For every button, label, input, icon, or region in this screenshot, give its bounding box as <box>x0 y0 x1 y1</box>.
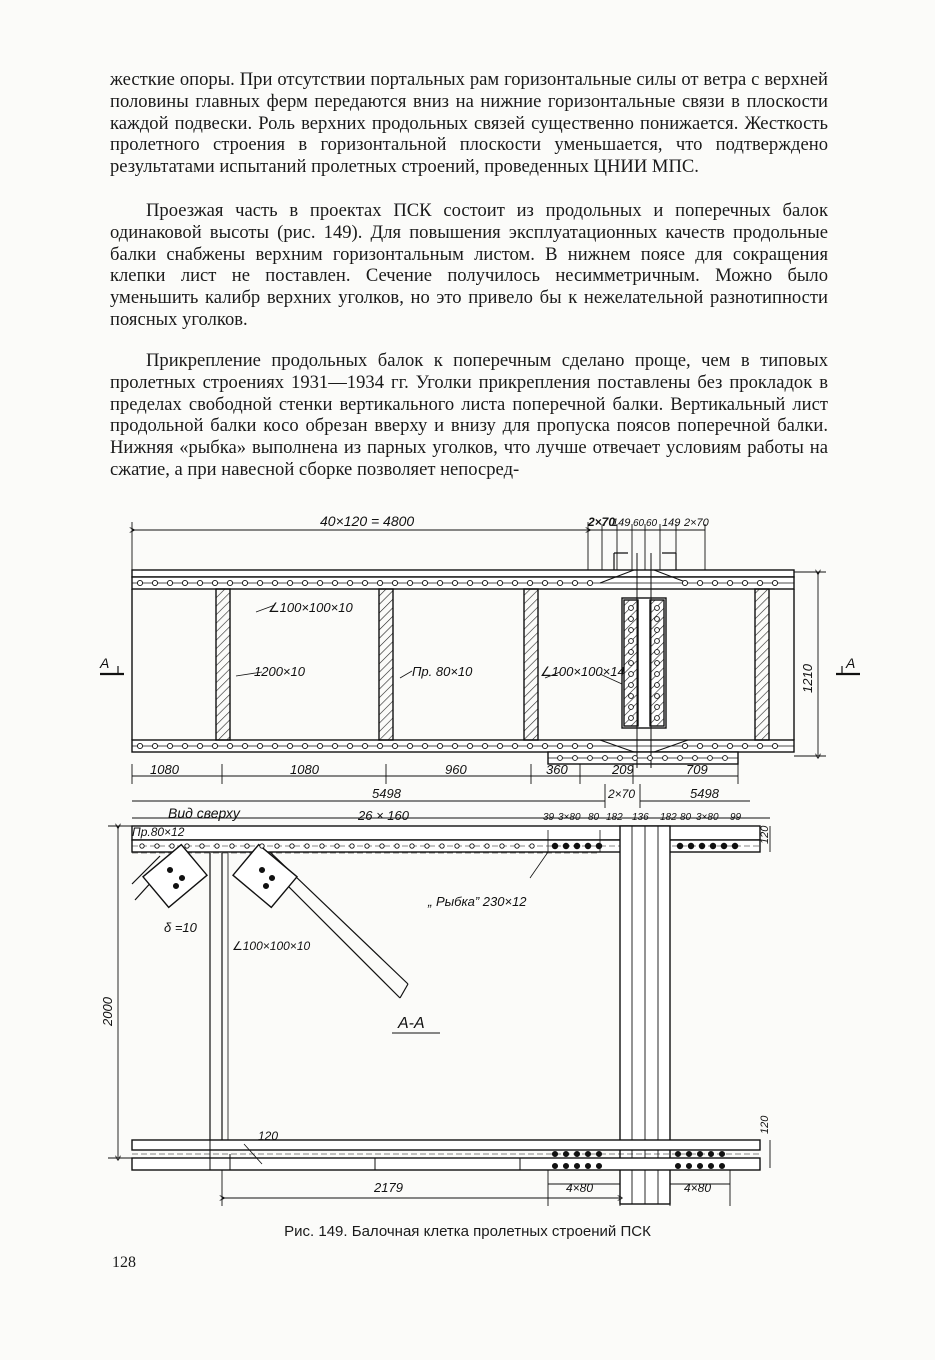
rivet-mark <box>259 867 264 872</box>
rivet-mark <box>719 1163 724 1168</box>
label-section-aa: А-А <box>398 1015 425 1032</box>
rivet-mark <box>563 843 569 849</box>
dim-bottom-1: 1080 <box>150 762 179 777</box>
rivet-mark <box>335 844 339 848</box>
rivet-mark <box>723 756 728 761</box>
paragraph-2: Проезжая часть в проектах ПСК состоит из продольных и поперечных балок одинаковой высоты (рис. 149). Для повышения эксплуатационных качеств продольные балки снабжены верхним горизонтальным листом. В нижнем поясе для сокращения клепки лист не поставлен. Сечение получилось несимметричным. Можно было уменьшить калибр верхних уголков, но это привело бы к нежелательной разнотипности поясных уголков. <box>110 200 828 330</box>
label-height-2000: 2000 <box>100 997 115 1026</box>
rivet-mark <box>395 844 399 848</box>
dim-top-1: 2×70 <box>588 515 616 529</box>
rivet-mark <box>497 580 502 585</box>
rivet-mark <box>350 844 354 848</box>
rivet-mark <box>422 743 427 748</box>
rivet-mark <box>242 580 247 585</box>
rivet-mark <box>655 705 660 710</box>
plan-view <box>108 818 770 1206</box>
label-fish-plate: „ Рыбка” 230×12 <box>428 894 527 909</box>
rivet-mark <box>688 843 694 849</box>
rivet-mark <box>482 743 487 748</box>
rivet-mark <box>482 580 487 585</box>
rivet-mark <box>437 743 442 748</box>
rivet-mark <box>512 743 517 748</box>
rivet-mark <box>470 844 474 848</box>
rivet-mark <box>574 843 580 849</box>
rivet-mark <box>542 743 547 748</box>
rivet-mark <box>242 743 247 748</box>
figure-149-drawing <box>0 508 935 1220</box>
rivet-mark <box>485 844 489 848</box>
rivet-mark <box>272 743 277 748</box>
dim-top-5: 149 <box>662 517 681 529</box>
rivet-mark <box>655 661 660 666</box>
rivet-mark <box>574 1151 579 1156</box>
rivet-mark <box>320 844 324 848</box>
rivet-mark <box>152 743 157 748</box>
dim-total-top: 40×120 = 4800 <box>320 513 415 529</box>
rivet-mark <box>137 580 142 585</box>
rivet-mark <box>675 1163 680 1168</box>
rivet-mark <box>629 639 634 644</box>
chain-dim-8: 3×80 <box>696 812 719 823</box>
rivet-mark <box>302 743 307 748</box>
rivet-mark <box>290 844 294 848</box>
page-number: 128 <box>112 1254 136 1271</box>
label-bolts-left: 4×80 <box>566 1181 594 1195</box>
label-width-bottom: 120 <box>759 1115 771 1134</box>
rivet-mark <box>655 694 660 699</box>
rivet-mark <box>712 580 717 585</box>
label-gap-120: 120 <box>258 1129 279 1143</box>
label-angle-top: ∠100×100×10 <box>268 600 353 615</box>
rivet-mark <box>675 1151 680 1156</box>
chain-dim-7: 80 <box>680 812 692 823</box>
rivet-mark <box>618 756 623 761</box>
rivet-mark <box>710 843 716 849</box>
rivet-mark <box>317 580 322 585</box>
label-rib-plate: Пр. 80×10 <box>412 664 473 679</box>
rivet-mark <box>708 1151 713 1156</box>
rivet-mark <box>587 743 592 748</box>
rivet-mark <box>179 875 184 880</box>
label-width-top: 120 <box>759 825 771 844</box>
chain-dim-1: 39 <box>543 812 555 823</box>
rivet-mark <box>603 756 608 761</box>
rivet-mark <box>452 743 457 748</box>
rivet-mark <box>572 743 577 748</box>
rivet-mark <box>629 617 634 622</box>
rivet-mark <box>182 580 187 585</box>
rivet-mark <box>585 1163 590 1168</box>
rivet-mark <box>572 580 577 585</box>
chain-dim-3: 80 <box>588 812 600 823</box>
rivet-mark <box>170 844 174 848</box>
rivet-mark <box>140 844 144 848</box>
rivet-mark <box>257 743 262 748</box>
rivet-mark <box>452 580 457 585</box>
figure-labels <box>99 513 855 1195</box>
rivet-mark <box>629 628 634 633</box>
label-plate-80x12: Пр.80×12 <box>132 825 185 839</box>
rivet-mark <box>407 580 412 585</box>
rivet-mark <box>558 756 563 761</box>
rivet-mark <box>629 661 634 666</box>
rivet-mark <box>173 883 178 888</box>
label-web-plate: 1200×10 <box>254 664 305 679</box>
dim-bottom-4: 360 <box>546 762 568 777</box>
rivet-mark <box>697 1151 702 1156</box>
rivet-mark <box>686 1163 691 1168</box>
rivet-mark <box>530 844 534 848</box>
rivet-mark <box>719 1151 724 1156</box>
rivet-mark <box>515 844 519 848</box>
chain-dim-5: 136 <box>632 812 649 823</box>
rivet-mark <box>200 844 204 848</box>
rivet-mark <box>655 639 660 644</box>
dim-bottom-6: 709 <box>686 762 708 777</box>
rivet-mark <box>275 844 279 848</box>
rivet-mark <box>655 672 660 677</box>
dim-bottom-5: 209 <box>612 762 634 777</box>
rivet-mark <box>332 580 337 585</box>
rivet-mark <box>585 843 591 849</box>
section-mark-left: А <box>100 655 110 671</box>
rivet-mark <box>197 743 202 748</box>
rivet-mark <box>629 694 634 699</box>
rivet-mark <box>629 606 634 611</box>
chain-dim-6: 182 <box>660 812 677 823</box>
rivet-mark <box>185 844 189 848</box>
rivet-mark <box>712 743 717 748</box>
rivet-mark <box>648 756 653 761</box>
chain-dim-9: 99 <box>730 812 742 823</box>
rivet-mark <box>410 844 414 848</box>
dim-top-6: 2×70 <box>684 517 709 529</box>
rivet-mark <box>365 844 369 848</box>
rivet-mark <box>542 580 547 585</box>
rivet-mark <box>197 580 202 585</box>
rivet-mark <box>588 756 593 761</box>
dim-right-total: 5498 <box>690 786 719 801</box>
rivet-mark <box>655 716 660 721</box>
rivet-mark <box>212 580 217 585</box>
rivet-mark <box>552 843 558 849</box>
dim-top-4: 60 <box>646 518 658 529</box>
dim-mid: 2×70 <box>608 787 636 801</box>
rivet-mark <box>742 580 747 585</box>
elevation-view <box>100 522 860 808</box>
rivet-mark <box>182 743 187 748</box>
rivet-mark <box>500 844 504 848</box>
rivet-mark <box>655 650 660 655</box>
rivet-mark <box>512 580 517 585</box>
rivet-mark <box>212 743 217 748</box>
rivet-mark <box>772 580 777 585</box>
rivet-mark <box>633 756 638 761</box>
rivet-mark <box>629 672 634 677</box>
rivet-mark <box>227 580 232 585</box>
rivet-mark <box>167 580 172 585</box>
rivet-mark <box>287 580 292 585</box>
rivet-mark <box>697 743 702 748</box>
dim-top-2: 149 <box>612 517 631 529</box>
rivet-mark <box>699 843 705 849</box>
label-diag-angle: ∠100×100×10 <box>232 939 311 953</box>
rivet-mark <box>678 756 683 761</box>
rivet-mark <box>693 756 698 761</box>
rivet-mark <box>629 705 634 710</box>
rivet-mark <box>697 1163 702 1168</box>
rivet-mark <box>757 743 762 748</box>
rivet-mark <box>380 844 384 848</box>
rivet-mark <box>287 743 292 748</box>
rivet-mark <box>155 844 159 848</box>
rivet-mark <box>655 617 660 622</box>
label-bolts-right: 4×80 <box>684 1181 712 1195</box>
rivet-mark <box>347 580 352 585</box>
rivet-mark <box>655 606 660 611</box>
rivet-mark <box>362 580 367 585</box>
rivet-mark <box>260 844 264 848</box>
rivet-mark <box>682 580 687 585</box>
rivet-mark <box>263 883 268 888</box>
rivet-mark <box>527 743 532 748</box>
label-view-top: Вид сверху <box>168 805 240 821</box>
rivet-mark <box>596 1151 601 1156</box>
dim-left-total: 5498 <box>372 786 401 801</box>
rivet-mark <box>167 867 172 872</box>
rivet-mark <box>527 580 532 585</box>
dim-bottom-2: 1080 <box>290 762 319 777</box>
rivet-mark <box>708 1163 713 1168</box>
rivet-mark <box>682 743 687 748</box>
rivet-mark <box>629 683 634 688</box>
rivet-mark <box>574 1163 579 1168</box>
rivet-mark <box>686 1151 691 1156</box>
rivet-mark <box>215 844 219 848</box>
rivet-mark <box>257 580 262 585</box>
paragraph-1: жесткие опоры. При отсутствии портальных рам горизонтальные силы от ветра с верхней половины главных ферм передаются вниз на нижние горизонтальные связи в плоскости каждой подвески. Роль верхних продольных связей существенно понижается. Жесткость пролетного строения в горизонтальной плоскости уменьшается, что подтверждено результатами испытаний пролетных строений, проведенных ЦНИИ МПС. <box>110 69 828 178</box>
rivet-mark <box>167 743 172 748</box>
chain-dim-4: 182 <box>606 812 623 823</box>
rivet-mark <box>467 580 472 585</box>
rivet-mark <box>557 580 562 585</box>
rivet-mark <box>440 844 444 848</box>
figure-caption: Рис. 149. Балочная клетка пролетных строений ПСК <box>284 1223 651 1240</box>
rivet-mark <box>317 743 322 748</box>
label-gusset: δ =10 <box>164 920 197 935</box>
rivet-mark <box>347 743 352 748</box>
rivet-mark <box>392 743 397 748</box>
label-rivets-26: 26 × 160 <box>358 808 409 823</box>
rivet-mark <box>573 756 578 761</box>
rivet-mark <box>362 743 367 748</box>
rivet-mark <box>655 683 660 688</box>
rivet-mark <box>563 1163 568 1168</box>
paragraph-3: Прикрепление продольных балок к поперечным сделано проще, чем в типовых пролетных строениях 1931—1934 гг. Уголки прикрепления поставлены без прокладок в пределах свободной стенки вертикального листа поперечной балки. Вертикальный лист продольной балки косо обрезан вверху и внизу для пропуска поясов поперечной балки. Нижняя «рыбка» выполнена из парных уголков, что лучше отвечает условиям работы на сжатие, а при навесной сборке позволяет непосред- <box>110 350 828 480</box>
rivet-mark <box>757 580 762 585</box>
rivet-mark <box>587 580 592 585</box>
rivet-mark <box>377 580 382 585</box>
rivet-mark <box>392 580 397 585</box>
rivet-mark <box>332 743 337 748</box>
dim-bottom-3: 960 <box>445 762 467 777</box>
rivet-mark <box>629 716 634 721</box>
rivet-mark <box>407 743 412 748</box>
rivet-mark <box>269 875 274 880</box>
section-mark-right: А <box>846 655 856 671</box>
rivet-mark <box>596 1163 601 1168</box>
rivet-mark <box>721 843 727 849</box>
rivet-mark <box>585 1151 590 1156</box>
rivet-mark <box>377 743 382 748</box>
rivet-mark <box>230 844 234 848</box>
rivet-mark <box>677 843 683 849</box>
rivet-mark <box>772 743 777 748</box>
label-angle-conn: ∠100×100×14 <box>540 664 625 679</box>
rivet-mark <box>152 580 157 585</box>
rivet-mark <box>697 580 702 585</box>
dim-top-3: 60 <box>633 518 645 529</box>
rivet-mark <box>552 1163 557 1168</box>
rivet-mark <box>227 743 232 748</box>
rivet-mark <box>245 844 249 848</box>
rivet-mark <box>732 843 738 849</box>
rivet-mark <box>302 580 307 585</box>
rivet-mark <box>708 756 713 761</box>
rivet-mark <box>727 580 732 585</box>
rivet-mark <box>437 580 442 585</box>
rivet-mark <box>497 743 502 748</box>
rivet-mark <box>455 844 459 848</box>
rivet-mark <box>655 628 660 633</box>
rivet-mark <box>467 743 472 748</box>
rivet-mark <box>305 844 309 848</box>
rivet-mark <box>596 843 602 849</box>
rivet-mark <box>552 1151 557 1156</box>
rivet-mark <box>557 743 562 748</box>
rivet-mark <box>727 743 732 748</box>
chain-dim-2: 3×80 <box>558 812 581 823</box>
rivet-mark <box>137 743 142 748</box>
rivet-mark <box>422 580 427 585</box>
rivet-mark <box>742 743 747 748</box>
rivet-mark <box>663 756 668 761</box>
label-length-2179: 2179 <box>374 1180 403 1195</box>
rivet-mark <box>629 650 634 655</box>
rivet-mark <box>425 844 429 848</box>
label-height-1210: 1210 <box>800 664 815 693</box>
rivet-mark <box>272 580 277 585</box>
rivet-mark <box>563 1151 568 1156</box>
